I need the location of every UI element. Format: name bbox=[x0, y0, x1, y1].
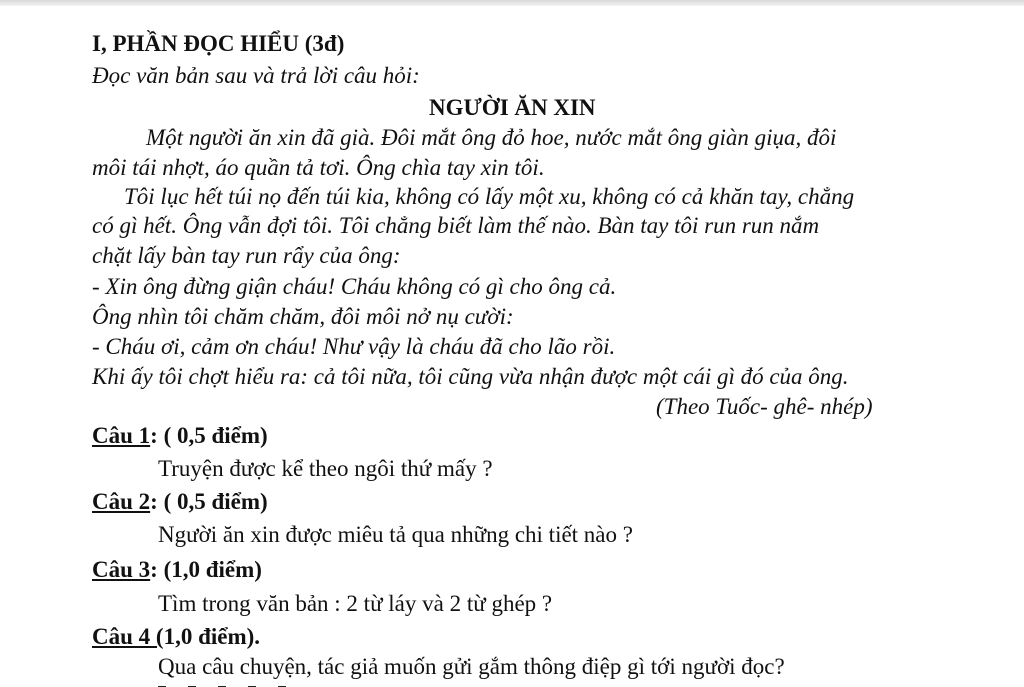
question-label: Câu 2 bbox=[92, 489, 151, 514]
story-line: - Xin ông đừng giận cháu! Cháu không có gì cho ông cả. bbox=[92, 274, 617, 299]
question-heading bbox=[92, 422, 268, 450]
question-heading bbox=[92, 623, 260, 651]
instruction-text: Đọc văn bản sau và trả lời câu hỏi: bbox=[92, 63, 420, 88]
story-line: chặt lấy bàn tay run rẩy của ông: bbox=[92, 243, 401, 268]
question-text: Truyện được kể theo ngôi thứ mấy ? bbox=[158, 456, 493, 481]
question-label: Câu 4 ( bbox=[92, 624, 164, 649]
section-title: I, PHẦN ĐỌC HIỂU (3đ) bbox=[92, 31, 345, 56]
question-points: 1,0 điểm). bbox=[163, 624, 261, 649]
question-heading bbox=[92, 556, 262, 584]
question-text: Người ăn xin được miêu tả qua những chi tiết nào ? bbox=[158, 522, 633, 547]
story-line: Ông nhìn tôi chăm chăm, đôi môi nở nụ cười: bbox=[92, 304, 514, 329]
story-source: (Theo Tuốc- ghê- nhép) bbox=[656, 394, 873, 419]
story-line: môi tái nhợt, áo quần tả tơi. Ông chìa tay xin tôi. bbox=[92, 155, 545, 180]
question-points: : ( 0,5 điểm) bbox=[150, 489, 268, 514]
cut-off-next-line bbox=[158, 676, 458, 687]
story-line: Khi ấy tôi chợt hiểu ra: cả tôi nữa, tôi cũng vừa nhận được một cái gì đó của ông. bbox=[92, 364, 849, 389]
question-text: Tìm trong văn bản : 2 từ láy và 2 từ ghép ? bbox=[158, 591, 553, 616]
story-title: NGƯỜI ĂN XIN bbox=[429, 95, 596, 120]
story-line: - Cháu ơi, cảm ơn cháu! Như vậy là cháu đã cho lão rồi. bbox=[92, 334, 616, 359]
story-line: Một người ăn xin đã già. Đôi mắt ông đỏ hoe, nước mắt ông giàn giụa, đôi bbox=[146, 125, 837, 150]
question-label: Câu 1 bbox=[92, 423, 151, 448]
question-points: : ( 0,5 điểm) bbox=[150, 423, 268, 448]
story-line: có gì hết. Ông vẫn đợi tôi. Tôi chẳng biết làm thế nào. Bàn tay tôi run run nắm bbox=[92, 213, 820, 238]
question-text: Qua câu chuyện, tác giả muốn gửi gắm thông điệp gì tới người đọc? bbox=[158, 654, 785, 679]
story-line: Tôi lục hết túi nọ đến túi kia, không có lấy một xu, không có cả khăn tay, chẳng bbox=[124, 184, 855, 209]
question-points: : (1,0 điểm) bbox=[150, 557, 262, 582]
question-label: Câu 3 bbox=[92, 557, 151, 582]
question-heading bbox=[92, 488, 268, 516]
